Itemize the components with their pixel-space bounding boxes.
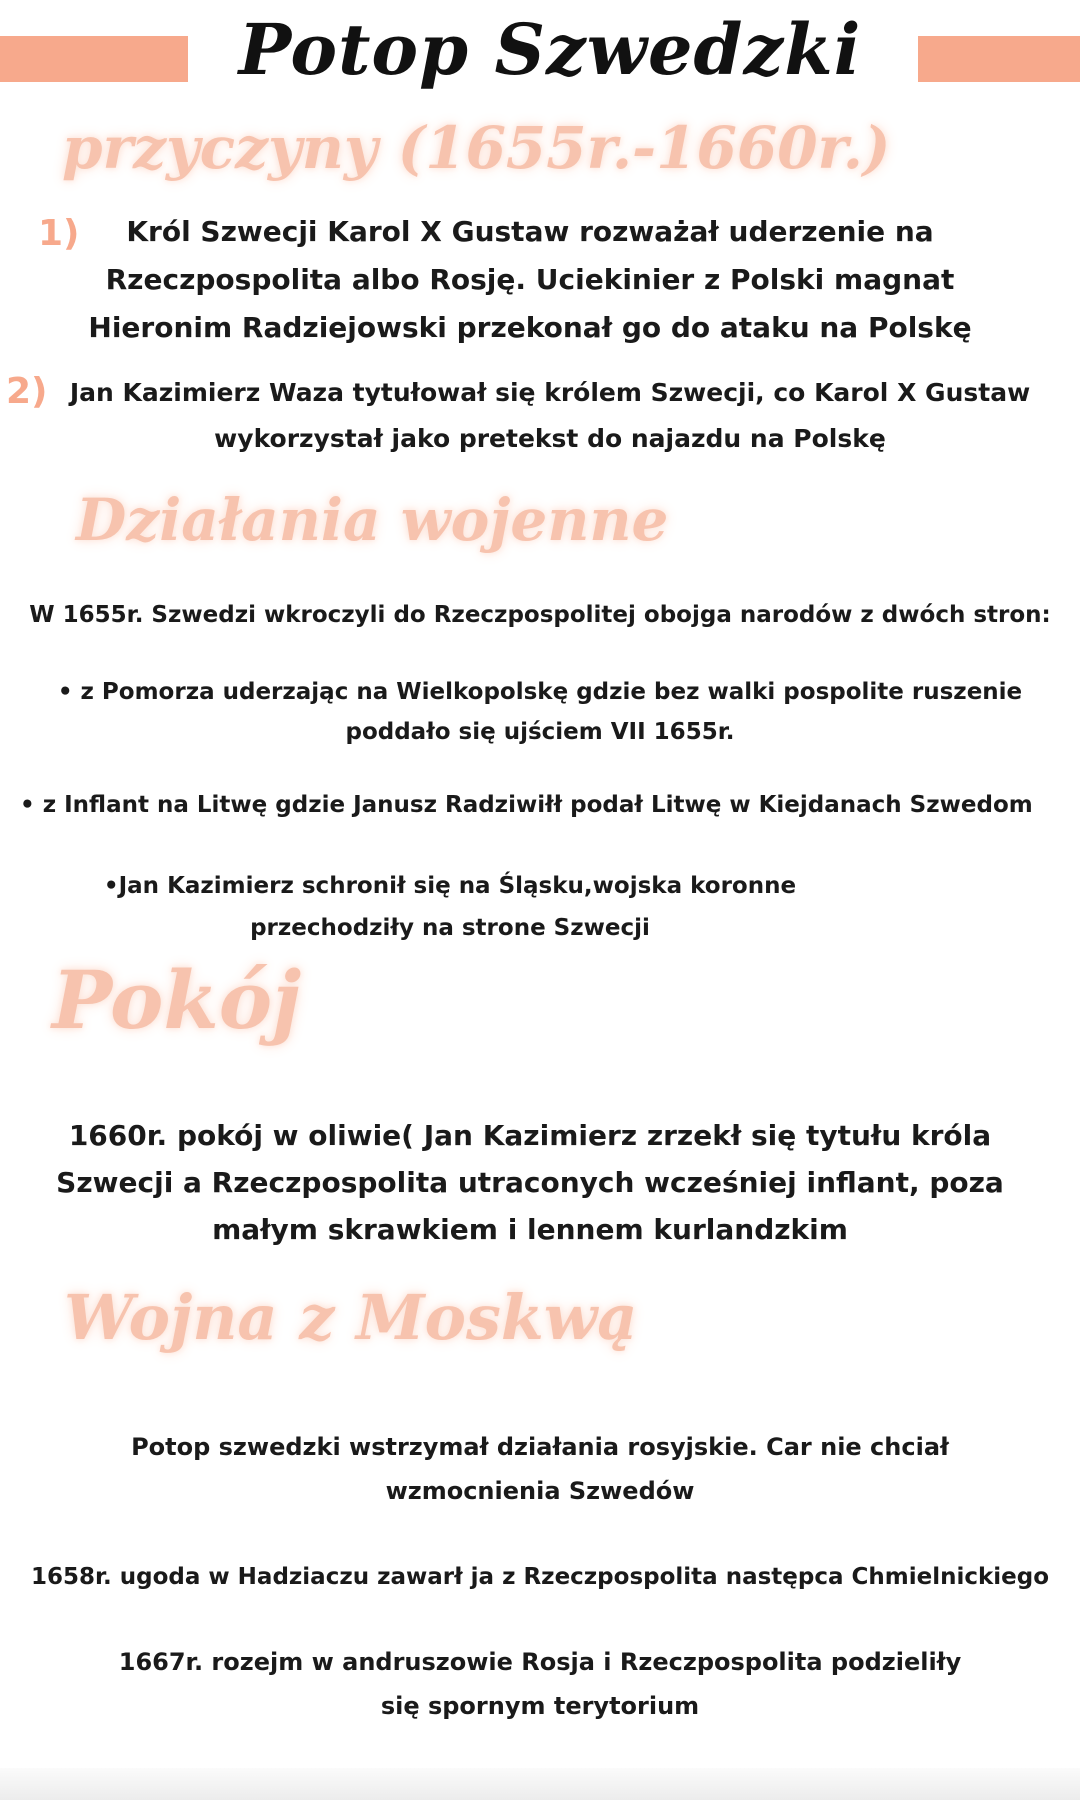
war-bullet-3-line-2: przechodziły na strone Szwecji [250,915,650,941]
heading-moscow: Wojna z Moskwą [64,1281,638,1354]
war-bullet-1 [40,672,1040,752]
heading-war: Działania wojenne [76,486,669,554]
heading-peace: Pokój [52,953,302,1047]
cause-1-line-3: Hieronim Radziejowski przekonał go do ataku na Polskę [88,311,972,344]
page-title: Potop Szwedzki [238,8,862,91]
moscow-p3-line-1: 1667r. rozejm w andruszowie Rosja i Rzeczpospolita podzieliły [118,1648,962,1676]
moscow-paragraph-1 [20,1425,1060,1513]
moscow-paragraph-2 [0,1555,1080,1599]
title-decor-bar-left [0,36,188,82]
war-bullet-3 [40,865,860,949]
cause-item-1 [70,208,990,352]
moscow-paragraph-3 [20,1640,1060,1728]
item-number-1: 1) [38,213,80,254]
peace-text [30,1112,1030,1253]
war-bullet-1-line-2: poddało się ujściem VII 1655r. [345,719,735,745]
war-bullet-3-line-1: •Jan Kazimierz schronił się na Śląsku,wojska koronne [103,873,797,899]
cause-2-line-2: wykorzystał jako pretekst do najazdu na Polskę [214,424,886,453]
war-bullet-1-line-1: • z Pomorza uderzając na Wielkopolskę gdzie bez walki pospolite ruszenie [57,679,1023,705]
cause-item-2 [40,370,1060,462]
peace-line-2: Szwecji a Rzeczpospolita utraconych wcześniej inflant, poza [56,1166,1004,1199]
peace-line-3: małym skrawkiem i lennem kurlandzkim [212,1213,848,1246]
moscow-p3-line-2: się spornym terytorium [380,1692,700,1720]
title-decor-bar-right [918,36,1080,82]
moscow-p2-line-1: 1658r. ugoda w Hadziaczu zawarł ja z Rzeczpospolita następca Chmielnickiego [30,1564,1050,1590]
peace-line-1: 1660r. pokój w oliwie( Jan Kazimierz zrzekł się tytułu króla [68,1119,992,1152]
war-bullet-2-line-1: • z Inflant na Litwę gdzie Janusz Radziwiłł podał Litwę w Kiejdanach Szwedom [20,792,1033,818]
moscow-p1-line-2: wzmocnienia Szwedów [385,1477,695,1505]
cause-1-line-1: Król Szwecji Karol X Gustaw rozważał uderzenie na [126,215,934,248]
title-row [0,0,1080,100]
cause-1-line-2: Rzeczpospolita albo Rosję. Uciekinier z Polski magnat [105,263,955,296]
cause-2-line-1: Jan Kazimierz Waza tytułował się królem Szwecji, co Karol X Gustaw [69,378,1031,407]
item-number-2: 2) [6,371,48,412]
war-bullet-2 [20,785,1060,825]
bottom-edge [0,1768,1080,1800]
moscow-p1-line-1: Potop szwedzki wstrzymał działania rosyjskie. Car nie chciał [131,1433,949,1461]
war-intro [0,595,1080,635]
heading-causes: przyczyny (1655r.-1660r.) [62,114,891,182]
war-intro-text: W 1655r. Szwedzi wkroczyli do Rzeczpospolitej obojga narodów z dwóch stron: [29,602,1051,628]
